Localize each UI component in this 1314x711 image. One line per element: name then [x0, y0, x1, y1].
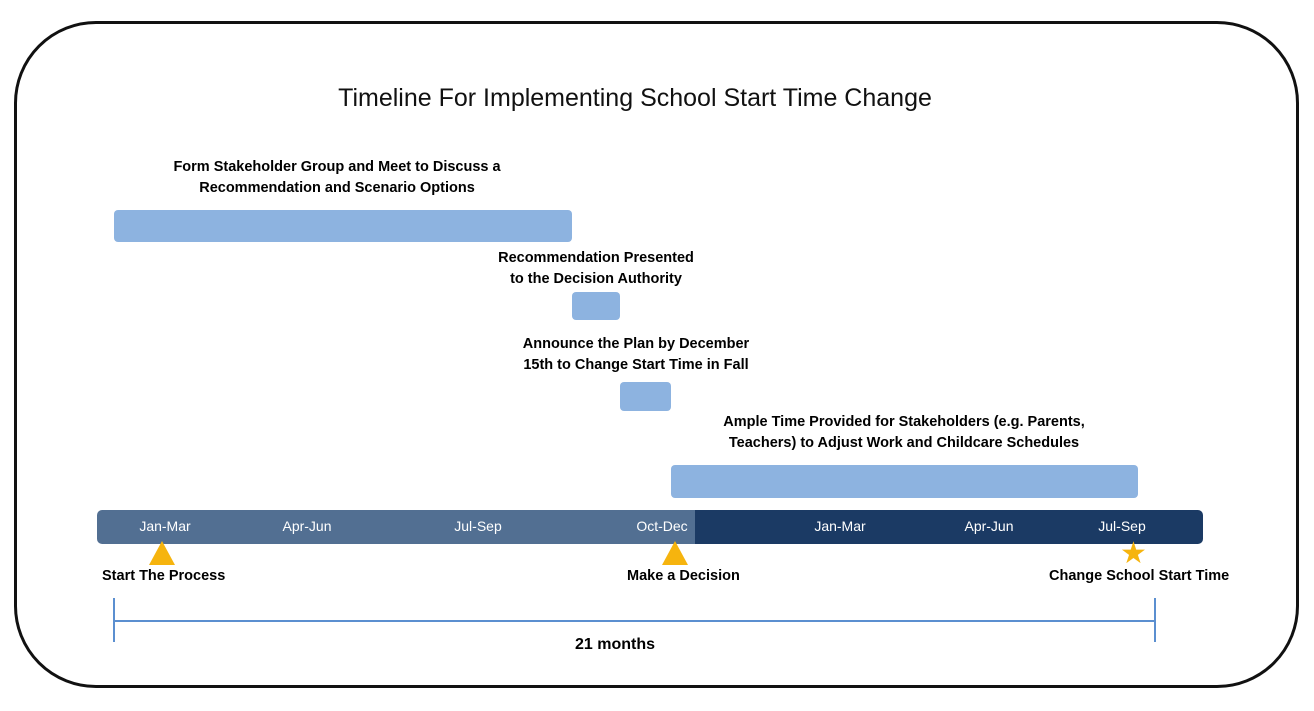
triangle-marker-icon [149, 541, 175, 565]
task-label-line: Announce the Plan by December [522, 336, 750, 352]
quarter-label: Jan-Mar [814, 518, 866, 534]
task-label-stakeholder-group [137, 157, 537, 199]
task-label-line: to the Decision Authority [510, 271, 682, 287]
task-label-adjust-schedules [674, 412, 1134, 454]
milestone-start-process: Start The Process [102, 568, 226, 584]
task-label-recommendation [446, 248, 746, 290]
duration-line [114, 620, 1155, 622]
quarter-label: Apr-Jun [282, 518, 332, 534]
task-label-line: Recommendation Presented [498, 250, 694, 266]
quarter-label: Jan-Mar [139, 518, 191, 534]
task-bar-adjust-schedules [671, 465, 1138, 498]
triangle-marker-icon [662, 541, 688, 565]
task-label-announce-plan [486, 334, 786, 376]
page-title: Timeline For Implementing School Start Time Change [338, 84, 932, 112]
star-marker-icon: ★ [1120, 537, 1147, 570]
task-bar-announce-plan [620, 382, 671, 411]
task-label-line: Ample Time Provided for Stakeholders (e.g. Parents, [723, 414, 1085, 430]
duration-label: 21 months [574, 636, 655, 653]
task-label-line: Form Stakeholder Group and Meet to Discuss a [173, 159, 501, 175]
task-bar-recommendation [572, 292, 620, 320]
task-bar-stakeholder-group [114, 210, 572, 242]
quarter-label: Jul-Sep [1098, 518, 1146, 534]
quarter-label: Jul-Sep [454, 518, 502, 534]
task-label-line: 15th to Change Start Time in Fall [523, 357, 749, 373]
quarter-label: Apr-Jun [964, 518, 1014, 534]
milestone-change-start-time: Change School Start Time [1049, 568, 1230, 584]
task-label-line: Recommendation and Scenario Options [199, 180, 475, 196]
task-label-line: Teachers) to Adjust Work and Childcare Schedules [728, 435, 1080, 451]
milestone-make-decision: Make a Decision [627, 568, 740, 584]
quarter-label: Oct-Dec [636, 518, 688, 534]
